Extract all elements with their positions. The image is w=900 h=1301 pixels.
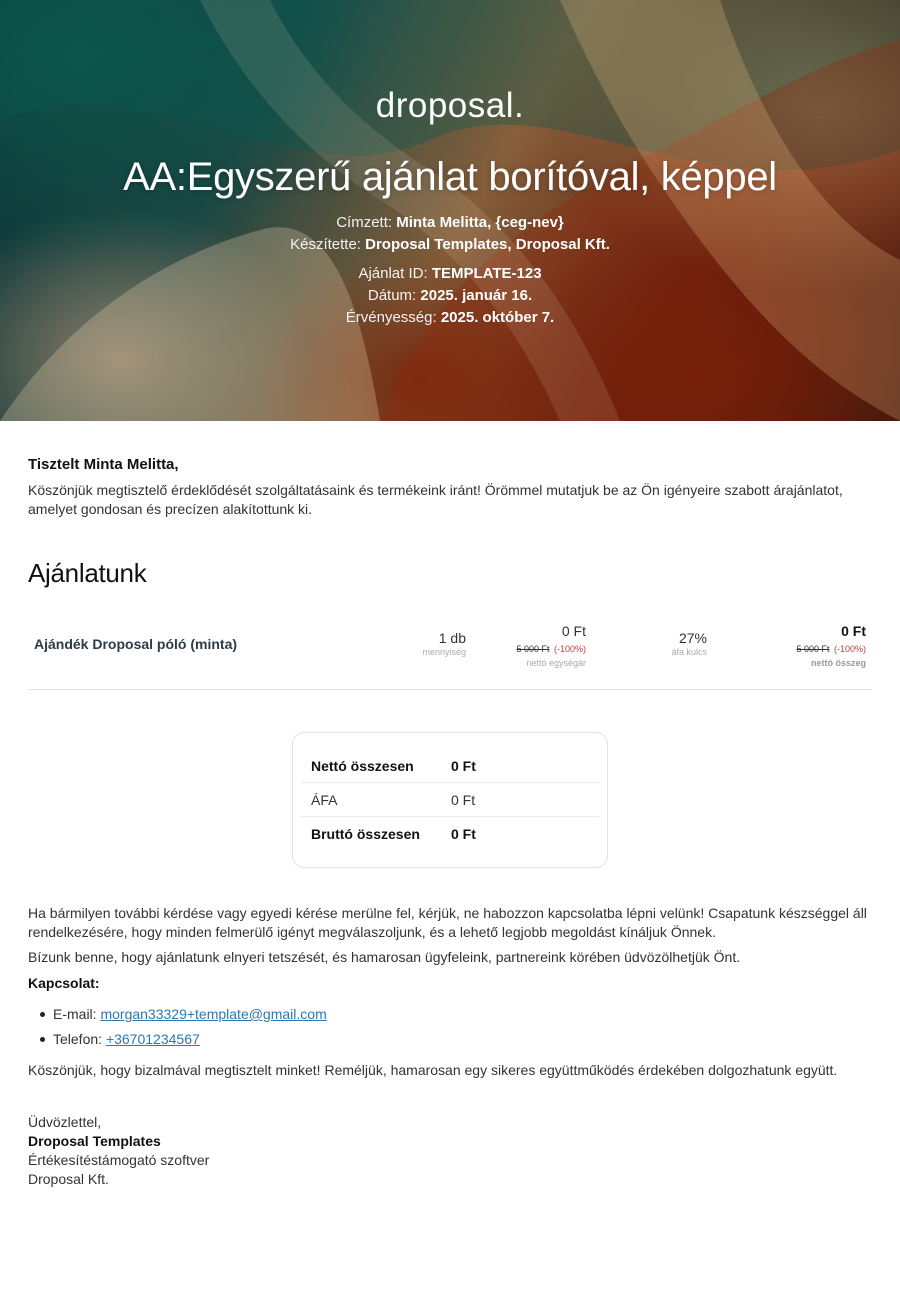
recipient-line	[0, 214, 900, 231]
section-title: Ajánlatunk	[28, 558, 147, 588]
validity-label: Érvényesség:	[345, 309, 437, 326]
validity-line	[0, 309, 900, 326]
date-value: 2025. január 16.	[420, 287, 533, 304]
item-quantity-col	[388, 630, 466, 657]
vat-row	[301, 783, 599, 817]
offer-id-label: Ajánlat ID:	[358, 265, 428, 282]
item-vat-col	[628, 630, 707, 657]
item-quantity: 1 db	[438, 630, 466, 646]
item-net-total-old: 5 000 Ft	[796, 644, 830, 654]
contact-heading: Kapcsolat:	[28, 975, 100, 991]
line-item-row	[28, 618, 872, 690]
phone-link[interactable]: +36701234567	[105, 1031, 200, 1047]
cover-background-image	[0, 0, 900, 421]
closing-paragraph-1: Ha bármilyen további kérdése vagy egyedi kérése merülne fel, kérjük, ne habozzon kapcsolatba lépni velünk! Csapatunk készséggel áll rendelkezésére, hogy minden felmerülő igényt megválaszoljunk, és a lehető legjobb megoldást kínáljuk Önnek.	[28, 905, 867, 940]
email-label: E-mail:	[53, 1006, 97, 1022]
cover-hero	[0, 0, 900, 421]
net-total-label: Nettó összesen	[311, 757, 414, 774]
item-unit-price: 0 Ft	[561, 623, 586, 639]
item-net-total-discount: (-100%)	[833, 644, 866, 654]
contact-email-item	[28, 1004, 872, 1029]
signature-name: Droposal Templates	[28, 1133, 161, 1149]
signature-company: Droposal Kft.	[28, 1171, 109, 1187]
closing-paragraph-3: Köszönjük, hogy bizalmával megtisztelt minket! Reméljük, hamarosan egy sikeres együttműködés érdekében dolgozhatunk együtt.	[28, 1062, 838, 1078]
phone-label: Telefon:	[53, 1031, 103, 1047]
item-unit-price-discount: (-100%)	[553, 644, 586, 654]
contact-phone-item	[28, 1029, 872, 1054]
validity-value: 2025. október 7.	[440, 309, 555, 326]
recipient-label: Címzett:	[336, 214, 393, 231]
author-line	[0, 236, 900, 253]
signature-salutation: Üdvözlettel,	[28, 1114, 102, 1130]
recipient-value: Minta Melitta, {ceg-nev}	[396, 214, 564, 231]
vat-label: ÁFA	[311, 791, 338, 808]
date-label: Dátum:	[367, 287, 417, 304]
item-quantity-label: mennyiség	[422, 647, 466, 657]
totals-summary	[292, 732, 608, 868]
item-net-total: 0 Ft	[841, 623, 866, 639]
item-unit-price-old: 5 000 Ft	[516, 644, 550, 654]
item-net-total-label: nettó összeg	[810, 658, 866, 668]
closing-paragraph-2: Bízunk benne, hogy ajánlatunk elnyeri tetszését, és hamarosan ügyfeleink, partnereink körében üdvözölhetjük Önt.	[28, 949, 741, 965]
offer-title: AA:Egyszerű ajánlat borítóval, képpel	[123, 155, 777, 199]
item-vat-rate: 27%	[678, 630, 707, 646]
gross-total-value: 0 Ft	[451, 826, 476, 842]
email-link[interactable]: morgan33329+template@gmail.com	[100, 1006, 327, 1022]
net-total-row	[301, 749, 599, 783]
author-label: Készítette:	[290, 236, 361, 253]
author-value: Droposal Templates, Droposal Kft.	[365, 236, 610, 253]
signature-role: Értékesítéstámogató szoftver	[28, 1152, 210, 1168]
intro-paragraph: Köszönjük megtisztelő érdeklődését szolgáltatásaink és termékeink iránt! Örömmel mutatjuk be az Ön igényeire szabott árajánlatot, amelyet gondosan és precízen alakítottunk ki.	[28, 482, 843, 517]
item-unit-price-col	[476, 623, 586, 668]
item-net-total-col	[746, 623, 866, 668]
droposal-logo: droposal.	[375, 86, 525, 125]
vat-value: 0 Ft	[451, 791, 476, 808]
gross-total-row	[301, 817, 599, 851]
signature-block	[28, 1113, 872, 1189]
item-unit-price-label: nettó egységár	[526, 658, 586, 668]
offer-id-line	[0, 265, 900, 282]
net-total-value: 0 Ft	[451, 757, 476, 774]
contact-list	[28, 1004, 872, 1054]
date-line	[0, 287, 900, 304]
greeting: Tisztelt Minta Melitta,	[28, 456, 179, 473]
item-vat-rate-label: áfa kulcs	[671, 647, 707, 657]
item-name: Ajándék Droposal póló (minta)	[34, 636, 238, 652]
gross-total-label: Bruttó összesen	[311, 826, 420, 842]
offer-id-value: TEMPLATE-123	[431, 265, 542, 282]
